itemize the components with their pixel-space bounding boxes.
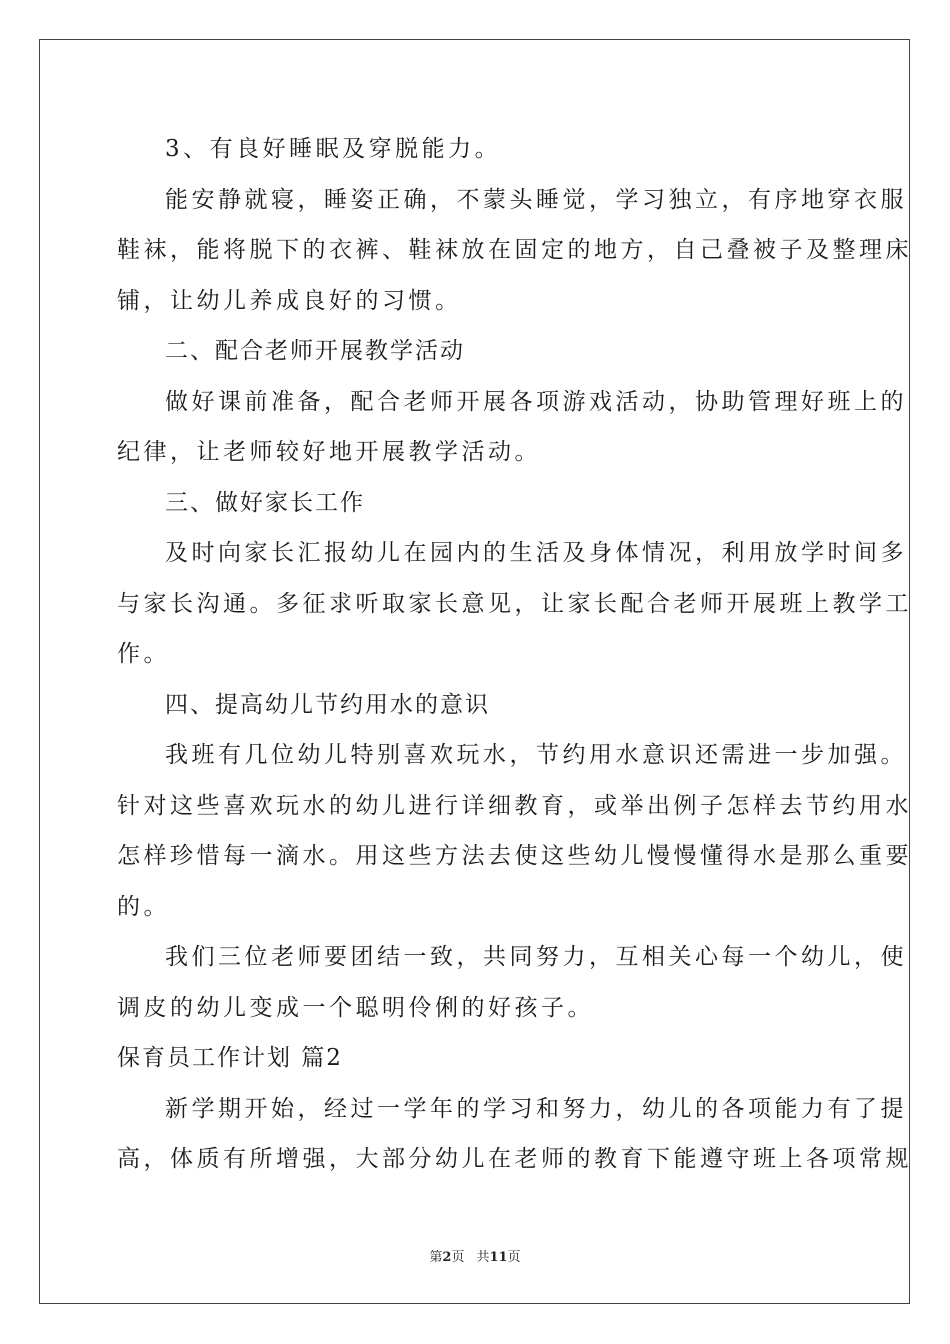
page-number: 2: [442, 1250, 452, 1265]
paragraph-line: 我班有几位幼儿特别喜欢玩水，节约用水意识还需进一步加强。: [165, 742, 907, 768]
paragraph-line: 怎样珍惜每一滴水。用这些方法去使这些幼儿慢慢懂得水是那么重要: [117, 843, 912, 869]
paragraph-line: 纪律，让老师较好地开展教学活动。: [117, 439, 541, 465]
list-item-heading: 3、有良好睡眠及穿脱能力。: [165, 136, 502, 162]
paragraph-line: 的。: [117, 893, 170, 920]
total-prefix: 共: [476, 1250, 490, 1265]
total-suffix: 页: [507, 1250, 521, 1265]
page-label-prefix: 第: [429, 1250, 443, 1265]
paragraph-line: 能安静就寝，睡姿正确，不蒙头睡觉，学习独立，有序地穿衣服: [165, 186, 907, 213]
paragraph-line: 及时向家长汇报幼儿在园内的生活及身体情况，利用放学时间多: [165, 540, 907, 566]
paragraph-line: 作。: [117, 641, 170, 667]
paragraph-line: 铺，让幼儿养成良好的习惯。: [117, 287, 462, 314]
paragraph-line: 高，体质有所增强，大部分幼儿在老师的教育下能遵守班上各项常规: [117, 1146, 912, 1172]
page-footer: [0, 1246, 950, 1265]
paragraph-line: 新学期开始，经过一学年的学习和努力，幼儿的各项能力有了提: [165, 1095, 907, 1122]
document-body: [117, 124, 912, 1185]
total-pages: 11: [489, 1250, 508, 1265]
paragraph-line: 与家长沟通。多征求听取家长意见，让家长配合老师开展班上教学工: [117, 590, 912, 617]
section-heading: 三、做好家长工作: [165, 489, 365, 516]
paragraph-line: 我们三位老师要团结一致，共同努力，互相关心每一个幼儿，使: [165, 944, 907, 970]
article-title: 保育员工作计划 篇2: [117, 1045, 343, 1071]
paragraph-line: 调皮的幼儿变成一个聪明伶俐的好孩子。: [117, 994, 594, 1021]
paragraph-line: 做好课前准备，配合老师开展各项游戏活动，协助管理好班上的: [165, 388, 907, 415]
paragraph-line: 鞋袜，能将脱下的衣裤、鞋袜放在固定的地方，自己叠被子及整理床: [117, 237, 912, 263]
section-heading: 四、提高幼儿节约用水的意识: [165, 691, 490, 718]
page-label-suffix: 页: [451, 1250, 465, 1265]
section-heading: 二、配合老师开展教学活动: [165, 338, 465, 364]
paragraph-line: 针对这些喜欢玩水的幼儿进行详细教育，或举出例子怎样去节约用水: [117, 792, 912, 819]
